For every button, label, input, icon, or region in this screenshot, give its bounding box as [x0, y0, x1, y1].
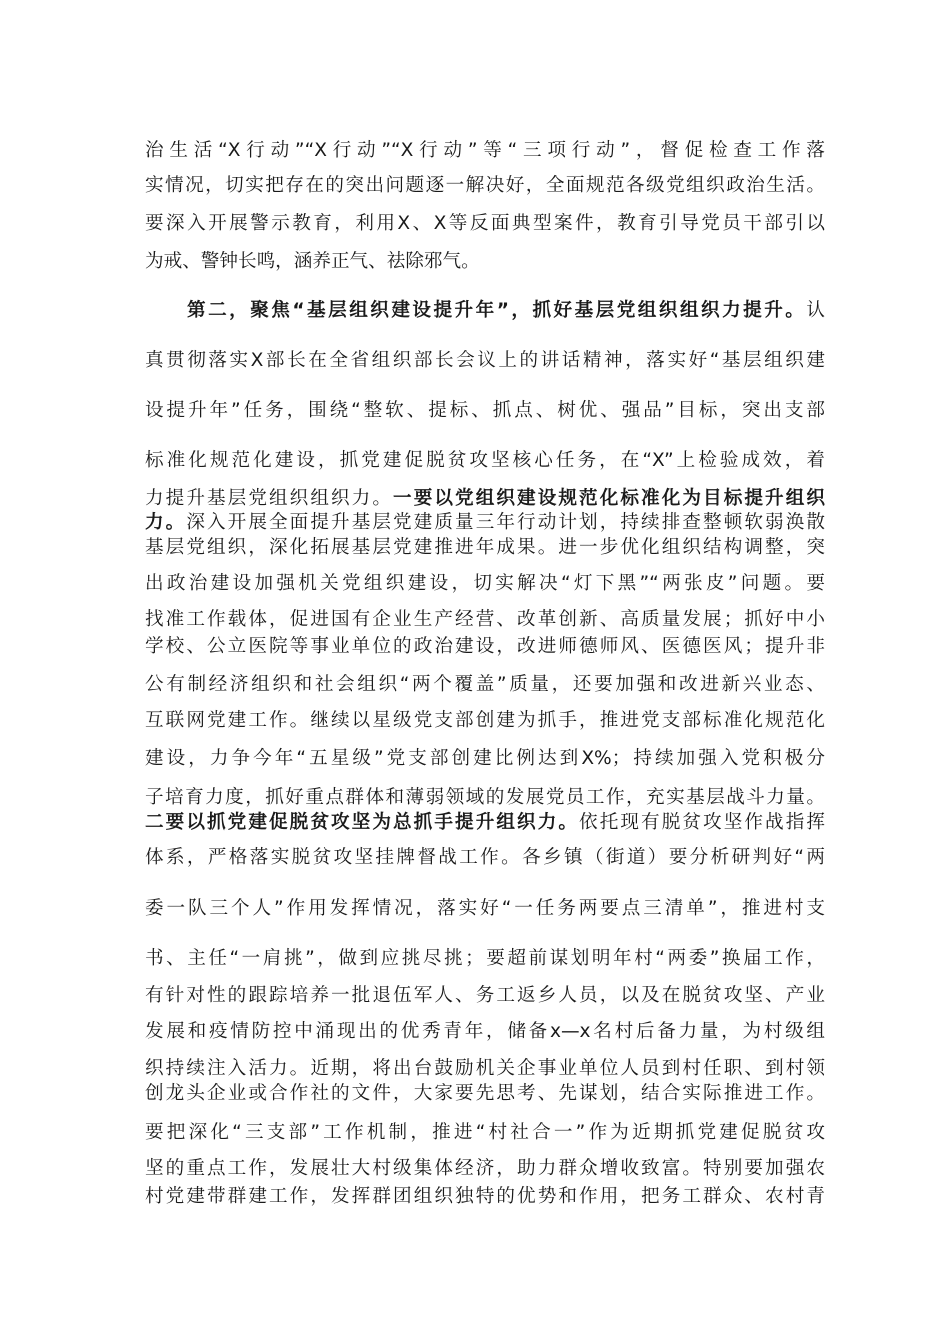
text-run: 织持续注入活力。近期，将出台鼓励机关企事业单位人员到村任职、到村领 — [145, 1058, 825, 1079]
text-run: 为戒、警钟长鸣，涵养正气、祛除邪气。 — [145, 251, 480, 272]
body-line — [145, 983, 825, 1009]
body-line — [145, 810, 825, 836]
bold-heading-run: 一要以党组织建设规范化标准化为目标提升组织 — [393, 488, 825, 509]
body-line — [145, 398, 825, 424]
text-run: 坚的重点工作，发展壮大村级集体经济，助力群众增收致富。特别要加强农 — [145, 1158, 825, 1179]
text-run: 实情况，切实把存在的突出问题逐一解决好，全面规范各级党组织政治生活。 — [145, 175, 825, 196]
text-run: 真贯彻落实X部长在全省组织部长会议上的讲话精神，落实好“基层组织建 — [145, 350, 825, 371]
body-line — [145, 138, 825, 164]
text-run: 委一队三个人”作用发挥情况，落实好“一任务两要点三清单”，推进村支 — [145, 898, 825, 919]
body-line — [145, 708, 825, 734]
body-line — [145, 746, 825, 772]
text-run: 依托现有脱贫攻坚作战指挥 — [579, 812, 825, 833]
body-line — [145, 348, 825, 374]
body-line — [145, 946, 825, 972]
text-run: 学校、公立医院等事业单位的政治建设，改进师德师风、医德医风；提升非 — [145, 636, 825, 657]
body-line — [145, 1081, 825, 1107]
body-line — [145, 634, 825, 660]
body-line — [145, 535, 825, 561]
bold-heading-run: 力。 — [145, 512, 187, 533]
text-run: 设提升年”任务，围绕“整软、提标、抓点、树优、强品”目标，突出支部 — [145, 400, 825, 421]
text-run: 创龙头企业或合作社的文件，大家要先思考、先谋划，结合实际推进工作。 — [145, 1083, 825, 1104]
body-line — [145, 510, 825, 536]
text-run: 书、主任“一肩挑”，做到应挑尽挑；要超前谋划明年村“两委”换届工作， — [145, 948, 825, 969]
body-line — [145, 672, 825, 698]
body-line — [145, 486, 825, 512]
body-line — [145, 1056, 825, 1082]
text-run: 找准工作载体，促进国有企业生产经营、改革创新、高质量发展；抓好中小 — [145, 609, 825, 630]
text-run: 深入开展全面提升基层党建质量三年行动计划，持续排查整顿软弱涣散 — [186, 512, 825, 533]
body-line — [145, 1120, 825, 1146]
body-line — [145, 571, 825, 597]
body-line — [145, 211, 825, 237]
body-line — [145, 173, 825, 199]
body-line — [145, 1156, 825, 1182]
body-line — [145, 845, 825, 871]
body-line — [145, 607, 825, 633]
text-run: 村党建带群建工作，发挥群团组织独特的优势和作用，把务工群众、农村青 — [145, 1186, 825, 1207]
paragraph-first-line — [187, 298, 825, 324]
body-line — [145, 448, 825, 474]
text-run: 基层党组织，深化拓展基层党建推进年成果。进一步优化组织结构调整，突 — [145, 537, 825, 558]
text-run: 力提升基层党组织组织力。 — [145, 488, 394, 509]
body-line — [145, 1184, 825, 1210]
text-run: 建设，力争今年“五星级”党支部创建比例达到X%；持续加强入党积极分 — [145, 748, 825, 769]
text-run: 互联网党建工作。继续以星级党支部创建为抓手，推进党支部标准化规范化 — [145, 710, 825, 731]
body-line — [145, 896, 825, 922]
body-line — [145, 785, 825, 811]
bold-heading-run: 第二，聚焦“基层组织建设提升年”，抓好基层党组织组织力提升。 — [187, 300, 807, 321]
text-run: 标准化规范化建设，抓党建促脱贫攻坚核心任务，在“X”上检验成效，着 — [145, 450, 825, 471]
text-run: 体系，严格落实脱贫攻坚挂牌督战工作。各乡镇（街道）要分析研判好“两 — [145, 847, 825, 868]
text-run: 公有制经济组织和社会组织“两个覆盖”质量，还要加强和改进新兴业态、 — [145, 674, 825, 695]
text-run: 发展和疫情防控中涌现出的优秀青年，储备x—x名村后备力量，为村级组 — [145, 1021, 825, 1042]
body-line — [145, 1019, 825, 1045]
text-run: 有针对性的跟踪培养一批退伍军人、务工返乡人员，以及在脱贫攻坚、产业 — [145, 985, 825, 1006]
bold-heading-run: 二要以抓党建促脱贫攻坚为总抓手提升组织力。 — [145, 812, 580, 833]
text-run: 要把深化“三支部”工作机制，推进“村社合一”作为近期抓党建促脱贫攻 — [145, 1122, 825, 1143]
text-run: 要深入开展警示教育，利用X、X等反面典型案件，教育引导党员干部引以 — [145, 213, 825, 234]
text-run: 认 — [806, 300, 825, 321]
text-run: 出政治建设加强机关党组织建设，切实解决“灯下黑”“两张皮”问题。要 — [145, 573, 825, 594]
text-run: 治生活“X行动”“X行动”“X行动”等“三项行动”，督促检查工作落 — [145, 140, 825, 161]
text-run: 子培育力度，抓好重点群体和薄弱领域的发展党员工作，充实基层战斗力量。 — [145, 787, 825, 808]
paragraph-last-line — [145, 249, 825, 275]
